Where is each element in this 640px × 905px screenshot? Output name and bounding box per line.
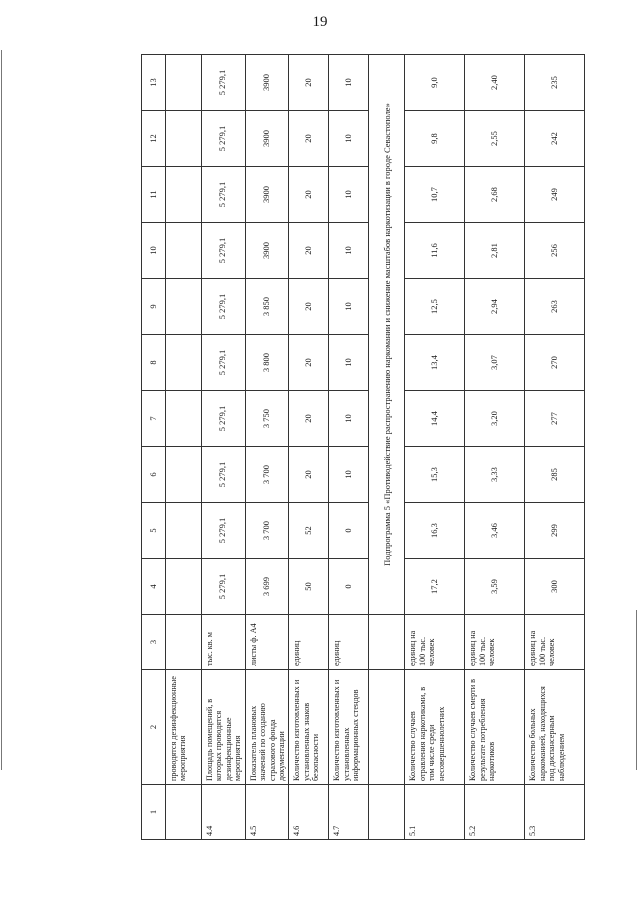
value-cell: 3 699	[245, 559, 289, 615]
value-cell: 10	[329, 55, 369, 111]
row-number: 4.4	[202, 785, 246, 840]
value-cell: 2,55	[465, 111, 525, 167]
value-cell: 2,40	[465, 55, 525, 111]
rotated-table-wrapper	[141, 55, 566, 840]
value-cell: 15,3	[405, 447, 465, 503]
value-cell: 3 700	[245, 447, 289, 503]
value-cell: 3,59	[465, 559, 525, 615]
indicator-name: Количество больных наркоманией, находящихся под диспансерным наблюдением	[525, 670, 585, 785]
value-cell: 11,6	[405, 223, 465, 279]
unit-cell: единиц на 100 тыс. человек	[525, 615, 585, 670]
value-cell	[166, 111, 202, 167]
row-number: 5.3	[525, 785, 585, 840]
value-cell	[166, 223, 202, 279]
value-cell: 3900	[245, 55, 289, 111]
header-cell: 9	[142, 279, 166, 335]
value-cell: 10	[329, 279, 369, 335]
value-cell	[166, 279, 202, 335]
value-cell: 5 279,1	[202, 447, 246, 503]
indicator-name	[369, 670, 405, 785]
value-cell	[166, 615, 202, 670]
value-cell: 13,4	[405, 335, 465, 391]
table-row	[405, 55, 465, 840]
value-cell	[166, 167, 202, 223]
header-cell: 5	[142, 503, 166, 559]
value-cell: 17,2	[405, 559, 465, 615]
row-number: 4.6	[289, 785, 329, 840]
value-cell: 263	[525, 279, 585, 335]
value-cell: 16,3	[405, 503, 465, 559]
value-cell: 10	[329, 111, 369, 167]
unit-cell: единиц на 100 тыс. человек	[405, 615, 465, 670]
indicator-name: Количество случаев отравления наркотиками, в том числе среди несовершеннолетних	[405, 670, 465, 785]
value-cell: 256	[525, 223, 585, 279]
value-cell: 5 279,1	[202, 559, 246, 615]
value-cell: 10	[329, 167, 369, 223]
value-cell: 20	[289, 335, 329, 391]
unit-cell: единиц на 100 тыс. человек	[465, 615, 525, 670]
header-cell: 13	[142, 55, 166, 111]
unit-cell: листы ф. А4	[245, 615, 289, 670]
header-row	[142, 55, 166, 840]
value-cell: 20	[289, 167, 329, 223]
value-cell: 285	[525, 447, 585, 503]
value-cell: 3 700	[245, 503, 289, 559]
value-cell: 242	[525, 111, 585, 167]
row-number: 5.2	[465, 785, 525, 840]
subprogram-row	[369, 55, 405, 840]
table-row	[329, 55, 369, 840]
value-cell: 5 279,1	[202, 503, 246, 559]
value-cell: 249	[525, 167, 585, 223]
value-cell: 2,94	[465, 279, 525, 335]
value-cell: 14,4	[405, 391, 465, 447]
value-cell: 3,46	[465, 503, 525, 559]
page-number: 19	[312, 14, 328, 30]
continuation-row	[166, 55, 202, 840]
value-cell: 3 850	[245, 279, 289, 335]
header-cell: 3	[142, 615, 166, 670]
row-number: 4.5	[245, 785, 289, 840]
value-cell: 20	[289, 55, 329, 111]
unit-cell: единиц	[329, 615, 369, 670]
value-cell: 0	[329, 503, 369, 559]
value-cell: 5 279,1	[202, 279, 246, 335]
value-cell: 52	[289, 503, 329, 559]
value-cell: 5 279,1	[202, 111, 246, 167]
value-cell: 10	[329, 223, 369, 279]
value-cell: 277	[525, 391, 585, 447]
value-cell: 12,5	[405, 279, 465, 335]
value-cell: 5 279,1	[202, 335, 246, 391]
unit-cell: тыс. кв. м	[202, 615, 246, 670]
value-cell: 20	[289, 111, 329, 167]
value-cell: 5 279,1	[202, 167, 246, 223]
value-cell	[166, 55, 202, 111]
value-cell: 20	[289, 447, 329, 503]
value-cell: 20	[289, 223, 329, 279]
value-cell: 3,20	[465, 391, 525, 447]
value-cell: 3 750	[245, 391, 289, 447]
value-cell: 10	[329, 335, 369, 391]
table-row	[525, 55, 585, 840]
value-cell: 299	[525, 503, 585, 559]
header-cell: 11	[142, 167, 166, 223]
row-number	[369, 785, 405, 840]
row-number: 5.1	[405, 785, 465, 840]
unit-cell: единиц	[289, 615, 329, 670]
table-row	[289, 55, 329, 840]
value-cell: 50	[289, 559, 329, 615]
value-cell	[166, 391, 202, 447]
header-cell: 7	[142, 391, 166, 447]
value-cell: 270	[525, 335, 585, 391]
header-cell: 8	[142, 335, 166, 391]
value-cell	[166, 559, 202, 615]
value-cell: 10	[329, 391, 369, 447]
header-cell: 6	[142, 447, 166, 503]
value-cell: 300	[525, 559, 585, 615]
header-cell: 1	[142, 785, 166, 840]
table-row	[465, 55, 525, 840]
row-number: 4.7	[329, 785, 369, 840]
header-cell: 12	[142, 111, 166, 167]
value-cell: 9,8	[405, 111, 465, 167]
edge-line-right	[636, 610, 637, 770]
row-number	[166, 785, 202, 840]
indicator-table	[141, 54, 585, 840]
value-cell: 20	[289, 391, 329, 447]
value-cell: 5 279,1	[202, 223, 246, 279]
subprogram-title: Подпрограмма 5 «Противодействие распространению наркомании и снижение масштабов наркотизации в городе Севастополе»	[369, 55, 405, 615]
unit-cell	[369, 615, 405, 670]
indicator-name: Площадь помещений, в которых проводятся дезинфекционные мероприятия	[202, 670, 246, 785]
value-cell: 0	[329, 559, 369, 615]
value-cell: 9,0	[405, 55, 465, 111]
table-row	[245, 55, 289, 840]
value-cell: 3,33	[465, 447, 525, 503]
indicator-name: Показатель плановых значений по созданию страхового фонда документации	[245, 670, 289, 785]
header-cell: 2	[142, 670, 166, 785]
indicator-name: Количество случаев смерти в результате потребления наркотиков	[465, 670, 525, 785]
value-cell: 20	[289, 279, 329, 335]
value-cell	[166, 447, 202, 503]
value-cell: 2,81	[465, 223, 525, 279]
value-cell: 10,7	[405, 167, 465, 223]
value-cell	[166, 503, 202, 559]
value-cell	[166, 335, 202, 391]
value-cell: 3900	[245, 111, 289, 167]
table-row	[202, 55, 246, 840]
value-cell: 5 279,1	[202, 55, 246, 111]
value-cell: 235	[525, 55, 585, 111]
header-cell: 10	[142, 223, 166, 279]
value-cell: 2,68	[465, 167, 525, 223]
indicator-name: Количество изготовленных и установленных знаков безопасности	[289, 670, 329, 785]
edge-line-left	[1, 50, 2, 770]
value-cell: 5 279,1	[202, 391, 246, 447]
value-cell: 3900	[245, 167, 289, 223]
indicator-name: проводятся дезинфекционные мероприятия	[166, 670, 202, 785]
value-cell: 3 800	[245, 335, 289, 391]
value-cell: 3,07	[465, 335, 525, 391]
value-cell: 10	[329, 447, 369, 503]
value-cell: 3900	[245, 223, 289, 279]
header-cell: 4	[142, 559, 166, 615]
indicator-name: Количество изготовленных и установленных информационных стендов	[329, 670, 369, 785]
